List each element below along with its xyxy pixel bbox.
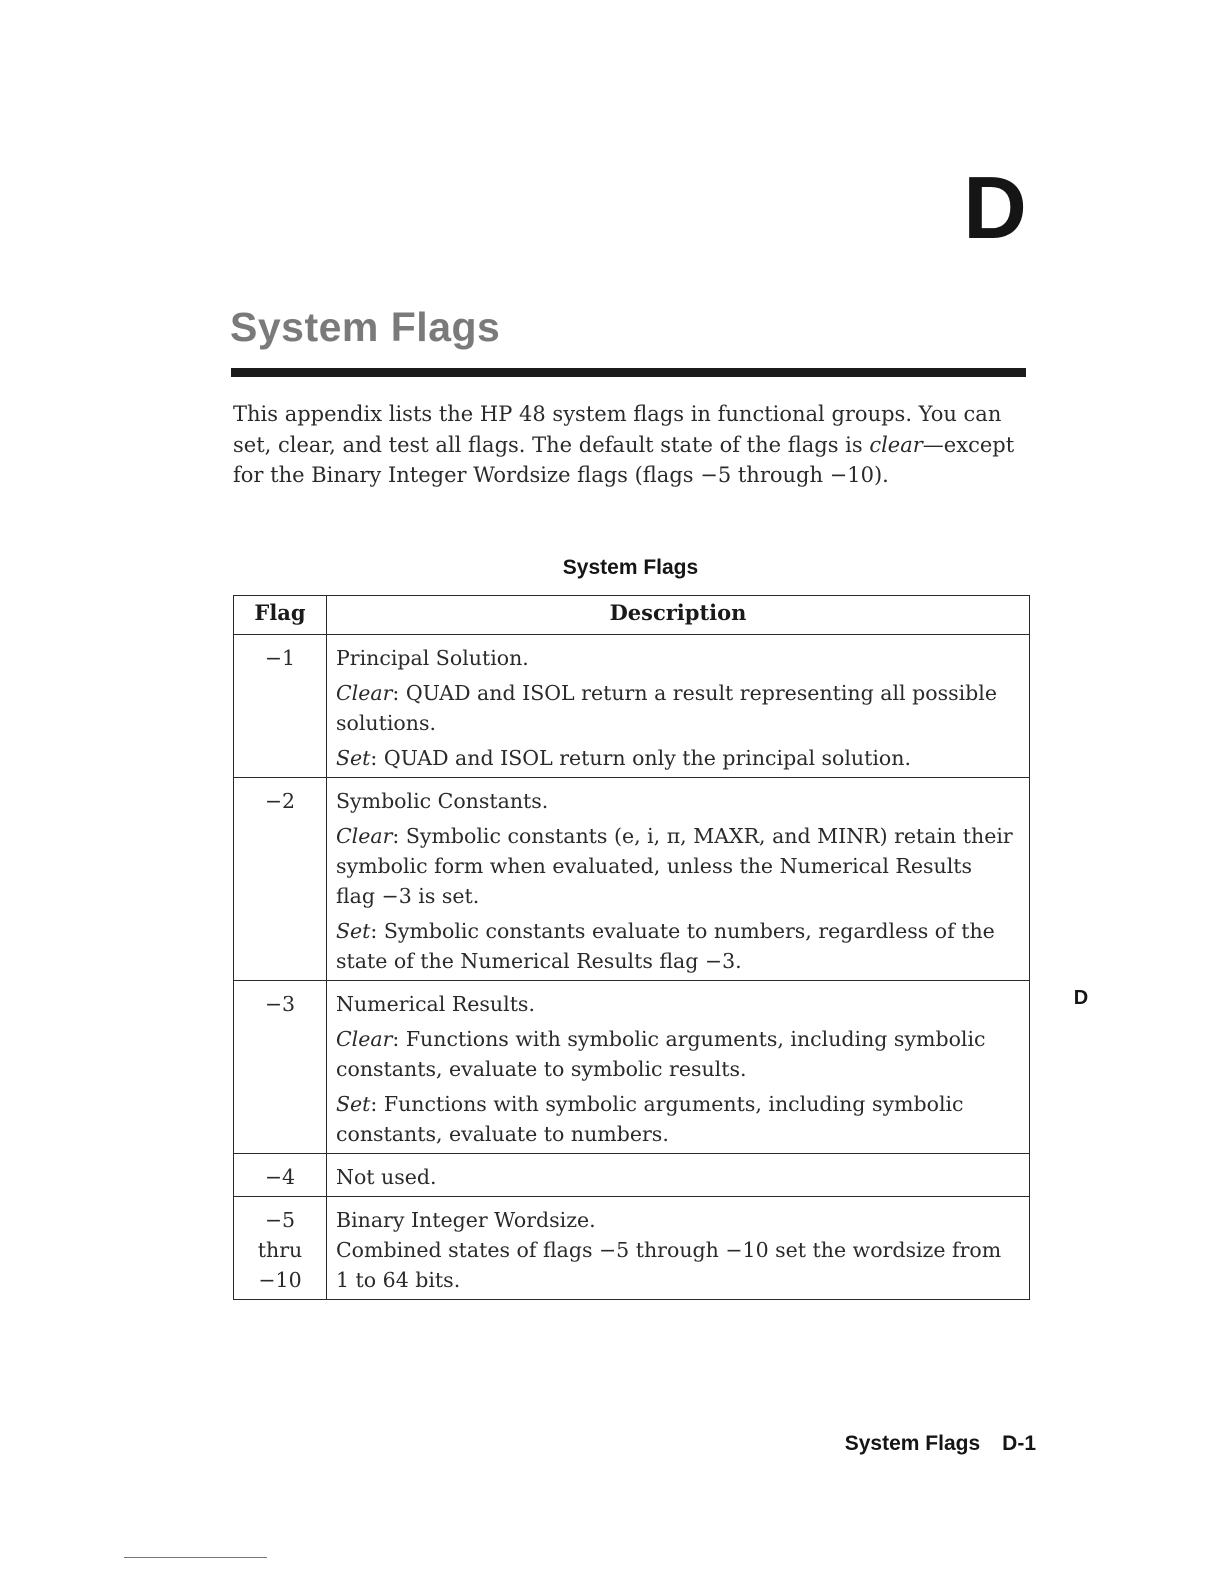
set-label: Set xyxy=(336,919,371,943)
description-cell xyxy=(327,1154,1030,1197)
clear-description xyxy=(336,1024,1017,1084)
flag-title: Symbolic Constants. xyxy=(336,789,549,813)
table-row xyxy=(234,981,1030,1154)
description-column-header: Description xyxy=(327,596,1030,635)
flag-title: Principal Solution. xyxy=(336,646,529,670)
set-label: Set xyxy=(336,746,371,770)
intro-paragraph xyxy=(233,399,1023,491)
intro-text-part1: This appendix lists the HP 48 system flags in functional groups. You can set, clear, and test all flags. The default state of the flags is xyxy=(233,402,1002,457)
clear-label: Clear xyxy=(336,681,393,705)
flag-cell: −4 xyxy=(234,1154,327,1197)
clear-text: : QUAD and ISOL return a result representing all possible solutions. xyxy=(336,681,997,735)
clear-text: : Symbolic constants (e, i, π, MAXR, and MINR) retain their symbolic form when evaluated, unless the Numerical Results flag −3 is set. xyxy=(336,824,1013,908)
flag-cell xyxy=(234,1197,327,1300)
set-description xyxy=(336,743,1017,773)
set-description xyxy=(336,916,1017,976)
wordsize-description: Combined states of flags −5 through −10 set the wordsize from 1 to 64 bits. xyxy=(336,1238,1002,1292)
description-cell xyxy=(327,778,1030,981)
table-row xyxy=(234,635,1030,778)
clear-label: Clear xyxy=(336,824,393,848)
footer-title: System Flags xyxy=(844,1432,981,1455)
set-text: : Symbolic constants evaluate to numbers, regardless of the state of the Numerical Results flag −3. xyxy=(336,919,995,973)
table-row xyxy=(234,1154,1030,1197)
flag-title: Binary Integer Wordsize. xyxy=(336,1208,596,1232)
description-cell xyxy=(327,635,1030,778)
set-description xyxy=(336,1089,1017,1149)
flag-title: Not used. xyxy=(336,1165,437,1189)
page-footer xyxy=(760,1430,1036,1458)
flag-title: Numerical Results. xyxy=(336,992,535,1016)
flag-range-start: −5 xyxy=(264,1208,296,1232)
flag-cell: −2 xyxy=(234,778,327,981)
flag-range-end: −10 xyxy=(258,1268,302,1292)
description-cell xyxy=(327,1197,1030,1300)
page-number: D-1 xyxy=(1002,1432,1036,1455)
flag-cell: −1 xyxy=(234,635,327,778)
clear-description xyxy=(336,821,1017,911)
chapter-letter: D xyxy=(963,158,1027,257)
margin-section-tab: D xyxy=(1073,987,1089,1009)
set-label: Set xyxy=(336,1092,371,1116)
clear-description xyxy=(336,678,1017,738)
intro-text-part2: —except for the Binary Integer Wordsize flags (flags −5 through −10). xyxy=(233,432,1015,487)
intro-clear-word: clear xyxy=(869,432,923,457)
table-row xyxy=(234,1197,1030,1300)
page-title: System Flags xyxy=(230,304,501,350)
set-text: : Functions with symbolic arguments, including symbolic constants, evaluate to numbers. xyxy=(336,1092,964,1146)
table-caption: System Flags xyxy=(562,556,699,579)
table-header-row xyxy=(234,596,1030,635)
flag-range-thru: thru xyxy=(257,1238,303,1262)
clear-text: : Functions with symbolic arguments, including symbolic constants, evaluate to symbolic results. xyxy=(336,1027,986,1081)
bottom-edge-line xyxy=(124,1557,267,1558)
system-flags-table xyxy=(233,595,1030,1300)
set-text: : QUAD and ISOL return only the principal solution. xyxy=(370,746,911,770)
table-row xyxy=(234,778,1030,981)
clear-label: Clear xyxy=(336,1027,393,1051)
description-cell xyxy=(327,981,1030,1154)
flag-column-header: Flag xyxy=(234,596,327,635)
title-rule xyxy=(231,368,1026,377)
flag-cell: −3 xyxy=(234,981,327,1154)
